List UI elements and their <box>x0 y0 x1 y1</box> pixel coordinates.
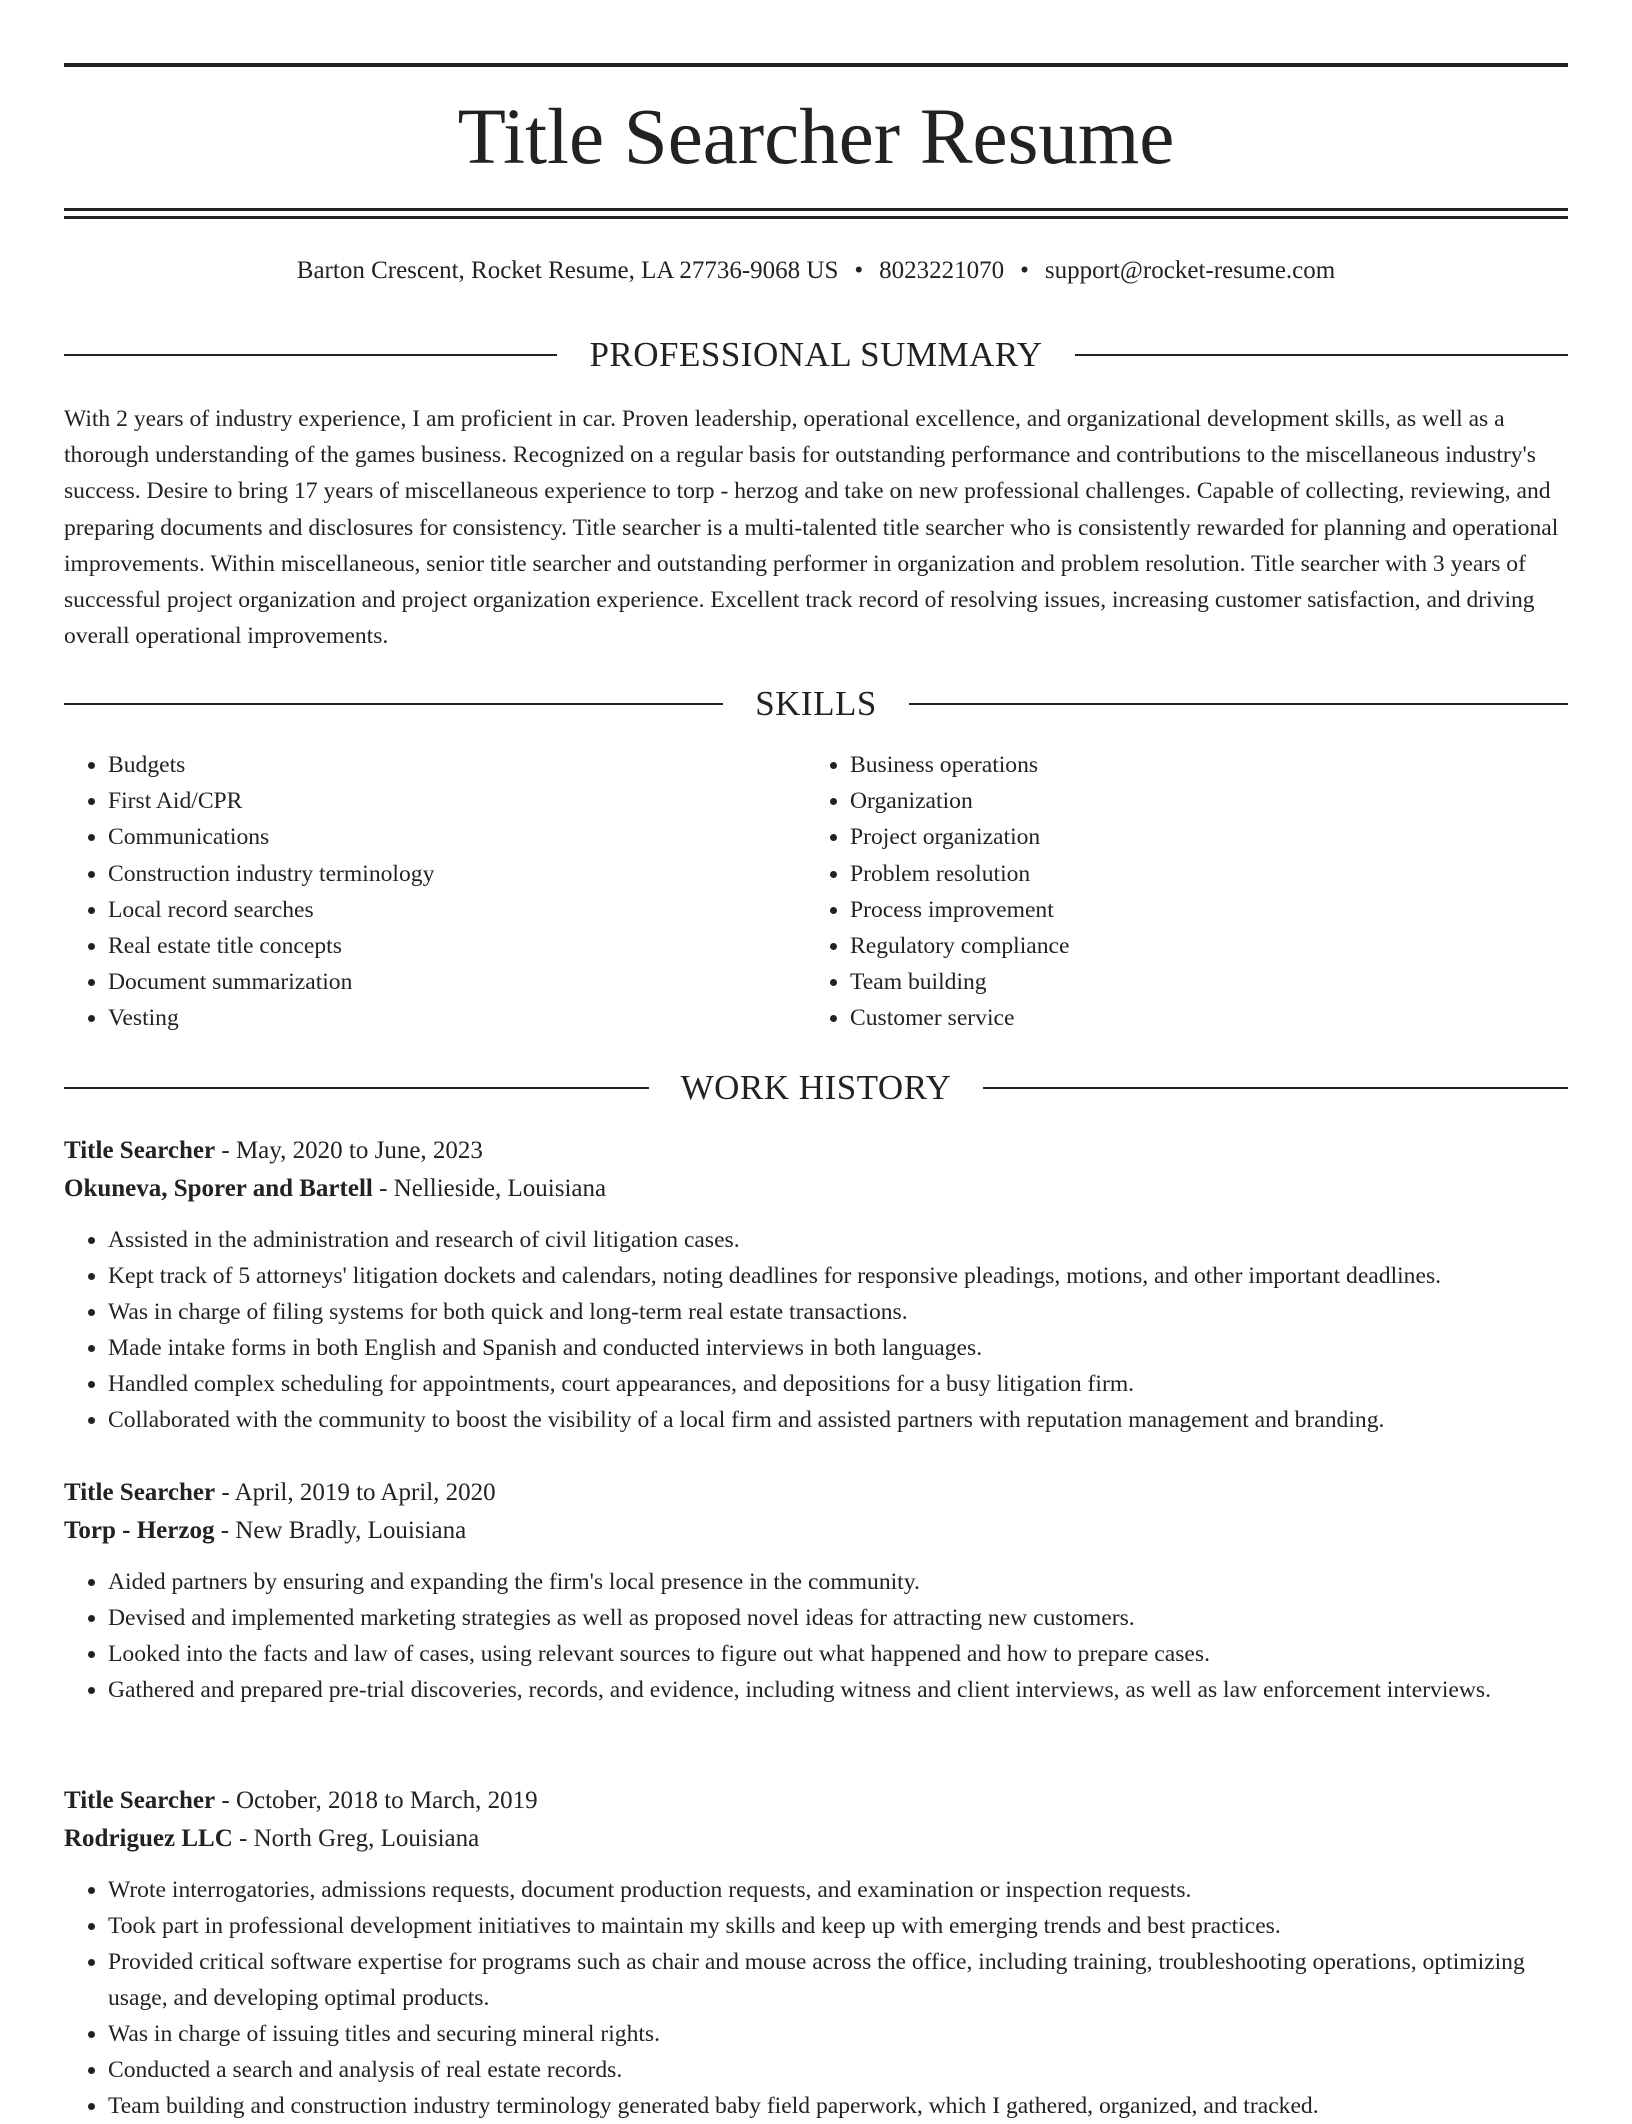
skill-item: • Local record searches <box>108 892 806 928</box>
job-dates: - April, 2019 to April, 2020 <box>215 1479 496 1506</box>
section-header-work <box>64 1066 1568 1110</box>
job-duties <box>64 1872 1568 2124</box>
contact-email: support@rocket-resume.com <box>1044 257 1336 284</box>
duty-item: • Aided partners by ensuring and expanding the firm's local presence in the community. <box>108 1564 1568 1600</box>
skills-list <box>64 747 1568 1037</box>
section-title: PROFESSIONAL SUMMARY <box>589 335 1043 374</box>
skill-item: • Problem resolution <box>850 856 1548 892</box>
duty-item: • Assisted in the administration and research of civil litigation cases. <box>108 1222 1568 1258</box>
job-title: Title Searcher <box>64 1479 216 1506</box>
skill-item: • Vesting <box>108 1000 806 1036</box>
duty-item: • Looked into the facts and law of cases, using relevant sources to figure out what happened and how to prepare cases. <box>108 1636 1568 1672</box>
section-rule <box>1075 354 1568 356</box>
duty-item: • Conducted a search and analysis of real estate records. <box>108 2052 1568 2088</box>
contact-line <box>64 254 1568 288</box>
skill-item: • Project organization <box>850 819 1548 855</box>
section-rule <box>64 703 723 705</box>
contact-separator: • <box>1020 257 1029 284</box>
section-header-skills <box>64 682 1568 726</box>
skill-item: • Customer service <box>850 1000 1548 1036</box>
duty-item: • Was in charge of issuing titles and securing mineral rights. <box>108 2016 1568 2052</box>
job-heading <box>64 1782 1568 1820</box>
job-company: Rodriguez LLC <box>64 1825 233 1852</box>
duty-item: • Kept track of 5 attorneys' litigation dockets and calendars, noting deadlines for responsive pleadings, motions, and other important deadlines. <box>108 1258 1568 1294</box>
job-duties <box>64 1564 1568 1708</box>
contact-separator: • <box>854 257 864 284</box>
skill-item: • Team building <box>850 964 1548 1000</box>
section-title: SKILLS <box>755 684 877 723</box>
duty-item: • Made intake forms in both English and Spanish and conducted interviews in both languages. <box>108 1330 1568 1366</box>
section-rule <box>64 1087 649 1089</box>
job-company: Okuneva, Sporer and Bartell <box>64 1175 373 1202</box>
section-header-summary <box>64 333 1568 377</box>
skill-item: • Document summarization <box>108 964 806 1000</box>
duty-item: • Provided critical software expertise for programs such as chair and mouse across the office, including training, troubleshooting operations, optimizing usage, and developing optimal products. <box>108 1944 1568 2016</box>
job-entry <box>64 1132 1568 1438</box>
job-title: Title Searcher <box>64 1787 216 1814</box>
job-employer <box>64 1512 1568 1550</box>
skill-item: • First Aid/CPR <box>108 783 806 819</box>
job-heading <box>64 1474 1568 1512</box>
job-dates: - October, 2018 to March, 2019 <box>215 1787 538 1814</box>
duty-item: • Handled complex scheduling for appointments, court appearances, and depositions for a busy litigation firm. <box>108 1366 1568 1402</box>
skill-item: • Organization <box>850 783 1548 819</box>
skill-item: • Communications <box>108 819 806 855</box>
duty-item: • Took part in professional development initiatives to maintain my skills and keep up with emerging trends and best practices. <box>108 1908 1568 1944</box>
job-entry <box>64 1782 1568 2124</box>
top-rule <box>64 63 1568 67</box>
skill-item: • Regulatory compliance <box>850 928 1548 964</box>
title-rule-upper <box>64 208 1568 211</box>
title-rule-lower <box>64 216 1568 219</box>
job-heading <box>64 1132 1568 1170</box>
summary-text: With 2 years of industry experience, I am proficient in car. Proven leadership, operational excellence, and organizational development skills, as well as a thorough understanding of the games business. Recognized on a regular basis for outstanding performance and contributions to the miscellaneous industry's success. Desire to bring 17 years of miscellaneous experience to torp - herzog and take on new professional challenges. Capable of collecting, reviewing, and preparing documents and disclosures for consistency. Title searcher is a multi-talented title searcher who is consistently rewarded for planning and operational improvements. Within miscellaneous, senior title searcher and outstanding performer in organization and problem resolution. Title searcher with 3 years of successful project organization and project organization experience. Excellent track record of resolving issues, increasing customer satisfaction, and driving overall operational improvements. <box>64 406 1559 650</box>
skill-item: • Business operations <box>850 747 1548 783</box>
duty-item: • Collaborated with the community to boost the visibility of a local firm and assisted partners with reputation management and branding. <box>108 1402 1568 1438</box>
job-title: Title Searcher <box>64 1137 216 1164</box>
contact-address: Barton Crescent, Rocket Resume, LA 27736-9068 US <box>296 257 839 284</box>
duty-item: • Gathered and prepared pre-trial discoveries, records, and evidence, including witness and client interviews, as well as law enforcement interviews. <box>108 1672 1568 1708</box>
page-title: Title Searcher Resume <box>457 94 1175 181</box>
section-title: WORK HISTORY <box>680 1068 952 1107</box>
skill-item: • Real estate title concepts <box>108 928 806 964</box>
job-dates: - May, 2020 to June, 2023 <box>215 1137 483 1164</box>
skill-item: • Construction industry terminology <box>108 856 806 892</box>
section-rule <box>909 703 1568 705</box>
duty-item: • Devised and implemented marketing strategies as well as proposed novel ideas for attracting new customers. <box>108 1600 1568 1636</box>
job-company: Torp - Herzog <box>64 1517 215 1544</box>
job-employer <box>64 1820 1568 1858</box>
skills-column-left <box>64 747 806 1037</box>
section-rule <box>983 1087 1568 1089</box>
duty-item: • Wrote interrogatories, admissions requests, document production requests, and examination or inspection requests. <box>108 1872 1568 1908</box>
job-entry <box>64 1474 1568 1708</box>
contact-phone: 8023221070 <box>879 257 1005 284</box>
duty-item: • Team building and construction industry terminology generated baby field paperwork, which I gathered, organized, and tracked. <box>108 2088 1568 2124</box>
skill-item: • Budgets <box>108 747 806 783</box>
skills-column-right <box>806 747 1548 1037</box>
section-rule <box>64 354 557 356</box>
duty-item: • Was in charge of filing systems for both quick and long-term real estate transactions. <box>108 1294 1568 1330</box>
job-location: - North Greg, Louisiana <box>232 1825 480 1852</box>
job-location: - New Bradly, Louisiana <box>214 1517 467 1544</box>
job-location: - Nellieside, Louisiana <box>372 1175 607 1202</box>
skill-item: • Process improvement <box>850 892 1548 928</box>
job-duties <box>64 1222 1568 1438</box>
job-employer <box>64 1170 1568 1208</box>
